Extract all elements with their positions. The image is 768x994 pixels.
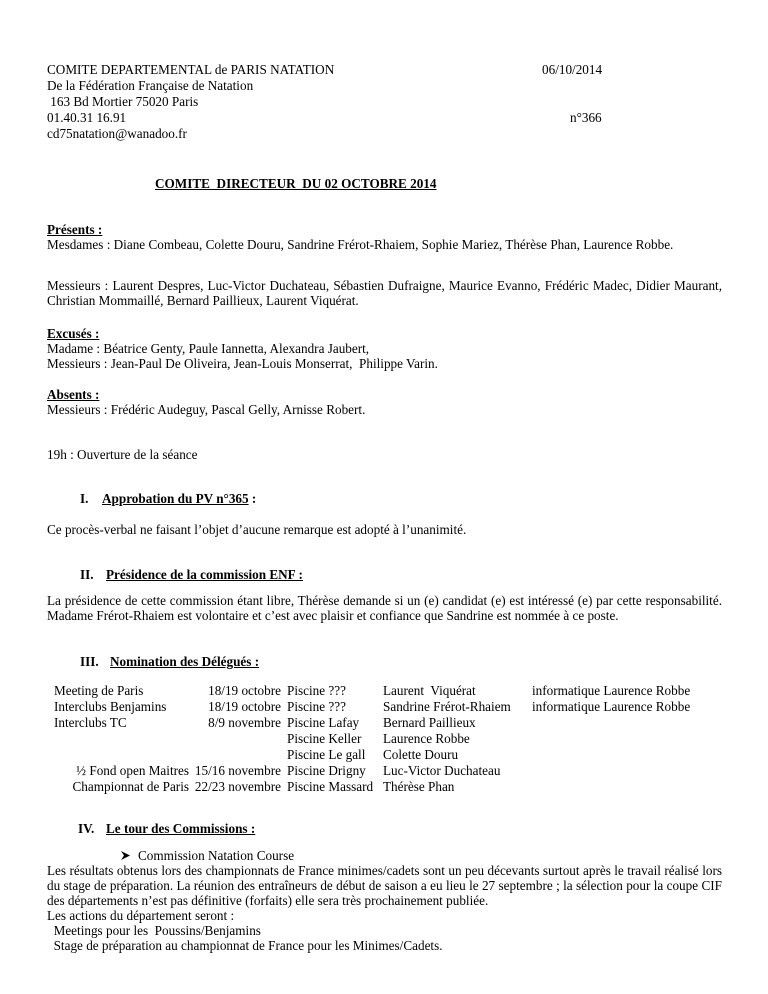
section-2-body: La présidence de cette commission étant libre, Thérèse demande si un (e) candidat (e) est intéressé (e) par cette responsabilité. Madame Frérot-Rhaiem est volontaire et c’est avec plaisir et confiance que Sandrine est nommée à ce poste.: [47, 593, 722, 623]
excuses-madame: Madame : Béatrice Genty, Paule Iannetta, Alexandra Jaubert,: [47, 341, 370, 356]
event-cell: Interclubs Benjamins: [54, 699, 167, 714]
table-row: [54, 747, 694, 763]
delegate-cell: Bernard Paillieux: [383, 715, 476, 730]
place-cell: Piscine Lafay: [287, 715, 360, 730]
address-line: 163 Bd Mortier 75020 Paris: [47, 94, 199, 109]
event-cell: Championnat de Paris: [72, 779, 189, 794]
info-cell: [532, 715, 694, 731]
event-cell: [54, 731, 193, 747]
info-cell: [532, 779, 694, 795]
section-number: I.: [80, 491, 89, 506]
section-title: Le tour des Commissions :: [106, 821, 256, 836]
section-title: Nomination des Délégués :: [110, 654, 260, 669]
delegate-cell: Laurent Viquérat: [383, 683, 476, 698]
section-title: Présidence de la commission ENF :: [106, 567, 303, 582]
dates-cell: 22/23 novembre: [194, 779, 281, 794]
action-item: Stage de préparation au championnat de France pour les Minimes/Cadets.: [47, 938, 443, 953]
place-cell: Piscine Le gall: [287, 747, 366, 762]
table-row: [54, 779, 694, 795]
dates-cell: 8/9 novembre: [208, 715, 281, 730]
event-cell: ½ Fond open Maitres: [76, 763, 189, 778]
dates-cell: 15/16 novembre: [194, 763, 281, 778]
presents-heading: Présents :: [47, 222, 103, 237]
action-item: Meetings pour les Poussins/Benjamins: [47, 923, 261, 938]
section-4-heading: [78, 821, 255, 836]
section-4-body: Les résultats obtenus lors des championnats de France minimes/cadets sont un peu décevants surtout après le travail réalisé lors du stage de préparation. La réunion des entraîneurs de début de saison a eu lieu le 27 septembre ; la sélection pour la coupe CIF des départements n’est pas définitive (forfaits) elle sera très prochainement publiée.: [47, 863, 722, 908]
absents-messieurs: Messieurs : Frédéric Audeguy, Pascal Gelly, Arnisse Robert.: [47, 402, 366, 417]
opening-line: 19h : Ouverture de la séance: [47, 447, 198, 462]
table-row: [54, 683, 694, 699]
presents-mesdames: Mesdames : Diane Combeau, Colette Douru, Sandrine Frérot-Rhaiem, Sophie Mariez, Thérèse Phan, Laurence Robbe.: [47, 237, 674, 252]
delegate-cell: Thérèse Phan: [383, 779, 455, 794]
delegate-cell: Sandrine Frérot-Rhaiem: [383, 699, 511, 714]
email-line: cd75natation@wanadoo.fr: [47, 126, 187, 141]
section-number: II.: [80, 567, 94, 582]
info-cell: informatique Laurence Robbe: [532, 699, 691, 714]
section-1-body: Ce procès-verbal ne faisant l’objet d’aucune remarque est adopté à l’unanimité.: [47, 522, 467, 537]
place-cell: Piscine Drigny: [287, 763, 366, 778]
section-number: IV.: [78, 821, 95, 836]
place-cell: Piscine Keller: [287, 731, 362, 746]
event-cell: Meeting de Paris: [54, 683, 144, 698]
dates-cell: [193, 731, 287, 747]
dates-cell: [193, 747, 287, 763]
place-cell: Piscine ???: [287, 683, 346, 698]
info-cell: [532, 763, 694, 779]
organization-name: COMITE DEPARTEMENTAL de PARIS NATATION: [47, 62, 335, 77]
dates-cell: 18/19 octobre: [208, 699, 281, 714]
info-cell: [532, 731, 694, 747]
section-title-suffix: :: [248, 491, 257, 506]
commission-bullet: [120, 848, 294, 863]
commission-label: Commission Natation Course: [138, 848, 295, 863]
place-cell: Piscine Massard: [287, 779, 374, 794]
event-cell: [54, 747, 193, 763]
table-row: [54, 731, 694, 747]
federation-line: De la Fédération Française de Natation: [47, 78, 254, 93]
event-cell: Interclubs TC: [54, 715, 127, 730]
page-title: COMITE DIRECTEUR DU 02 OCTOBRE 2014: [155, 176, 437, 191]
arrow-bullet-icon: [120, 848, 138, 863]
section-number: III.: [80, 654, 99, 669]
document-date: 06/10/2014: [542, 62, 603, 77]
presents-messieurs: Messieurs : Laurent Despres, Luc-Victor Duchateau, Sébastien Dufraigne, Maurice Evanno, Frédéric Madec, Didier Maurant, Christian Mommaillé, Bernard Paillieux, Laurent Viquérat.: [47, 278, 722, 308]
place-cell: Piscine ???: [287, 699, 346, 714]
info-cell: informatique Laurence Robbe: [532, 683, 691, 698]
delegate-cell: Colette Douru: [383, 747, 459, 762]
delegates-table: [54, 683, 694, 795]
actions-intro: Les actions du département seront :: [47, 908, 235, 923]
section-title: Approbation du PV n°365: [102, 491, 249, 506]
table-row: [54, 763, 694, 779]
section-1-heading: [80, 491, 256, 506]
document-number: n°366: [570, 110, 602, 125]
absents-heading: Absents :: [47, 387, 100, 402]
section-3-heading: [80, 654, 259, 669]
dates-cell: 18/19 octobre: [208, 683, 281, 698]
section-2-heading: [80, 567, 303, 582]
info-cell: [532, 747, 694, 763]
excuses-heading: Excusés :: [47, 326, 100, 341]
table-row: [54, 699, 694, 715]
delegate-cell: Luc-Victor Duchateau: [383, 763, 501, 778]
delegate-cell: Laurence Robbe: [383, 731, 470, 746]
excuses-messieurs: Messieurs : Jean-Paul De Oliveira, Jean-Louis Monserrat, Philippe Varin.: [47, 356, 438, 371]
table-row: [54, 715, 694, 731]
phone-line: 01.40.31 16.91: [47, 110, 127, 125]
